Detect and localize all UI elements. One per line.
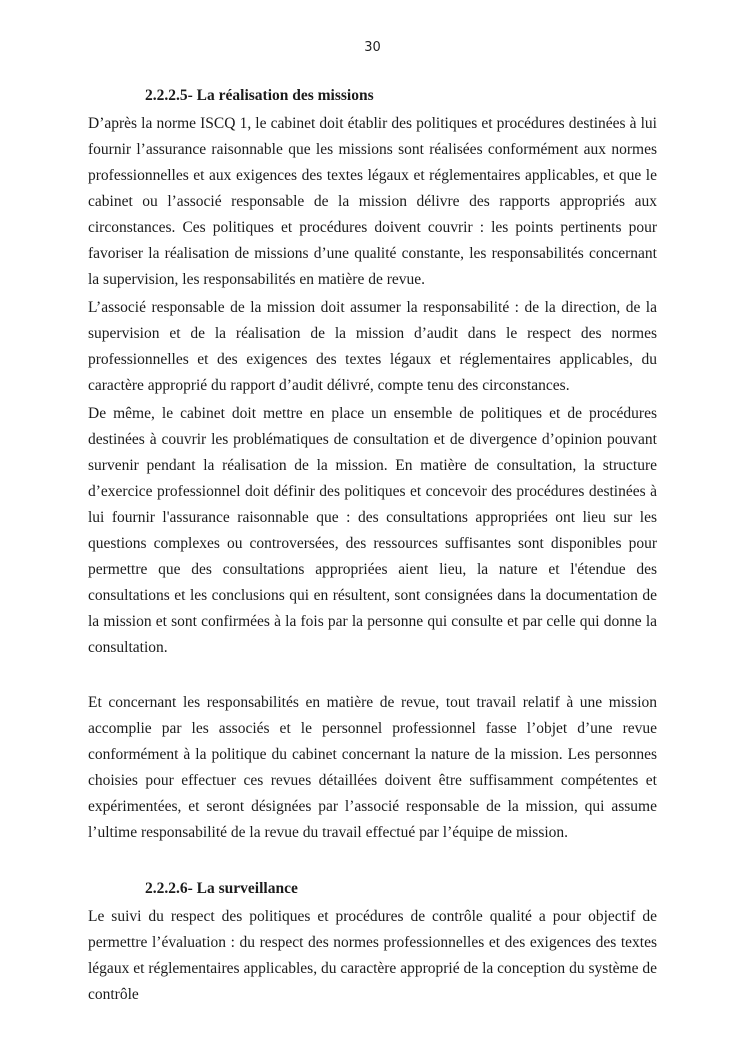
section-heading-realisation-des-missions: 2.2.2.5- La réalisation des missions [145, 87, 374, 104]
paragraph: Le suivi du respect des politiques et procédures de contrôle qualité a pour objectif de permettre l’évaluation : du respect des normes professionnelles et des exigences des textes légaux et réglementaires applicables, du caractère approprié de la conception du système de contrôle [88, 908, 657, 1003]
page-number: 30 [364, 40, 381, 55]
paragraph: Et concernant les responsabilités en matière de revue, tout travail relatif à une mission accomplie par les associés et le personnel professionnel fasse l’objet d’une revue conformément à la politique du cabinet concernant la nature de la mission. Les personnes choisies pour effectuer ces revues détaillées doivent être suffisamment compétentes et expérimentées, et seront désignées par l’associé responsable de la mission, qui assume l’ultime responsabilité de la revue du travail effectué par l’équipe de mission. [88, 694, 657, 841]
section-heading-la-surveillance: 2.2.2.6- La surveillance [145, 880, 298, 897]
paragraph: L’associé responsable de la mission doit assumer la responsabilité : de la direction, de la supervision et de la réalisation de la mission d’audit dans le respect des normes professionnelles et des exigences des textes légaux et réglementaires applicables, du caractère approprié du rapport d’audit délivré, compte tenu des circonstances. [88, 299, 657, 394]
document-body [88, 83, 657, 1008]
paragraph: De même, le cabinet doit mettre en place un ensemble de politiques et de procédures destinées à couvrir les problématiques de consultation et de divergence d’opinion pouvant survenir pendant la réalisation de la mission. En matière de consultation, la structure d’exercice professionnel doit définir des politiques et concevoir des procédures destinées à lui fournir l'assurance raisonnable que : des consultations appropriées ont lieu sur les questions complexes ou controversées, des ressources suffisantes sont disponibles pour permettre que des consultations appropriées aient lieu, la nature et l'étendue des consultations et les conclusions qui en résultent, sont consignées dans la documentation de la mission et sont confirmées à la fois par la personne qui consulte et par celle qui donne la consultation. [88, 405, 657, 656]
paragraph: D’après la norme ISCQ 1, le cabinet doit établir des politiques et procédures destinées à lui fournir l’assurance raisonnable que les missions sont réalisées conformément aux normes professionnelles et aux exigences des textes légaux et réglementaires applicables, et que le cabinet ou l’associé responsable de la mission délivre des rapports appropriés aux circonstances. Ces politiques et procédures doivent couvrir : les points pertinents pour favoriser la réalisation de missions d’une qualité constante, les responsabilités concernant la supervision, les responsabilités en matière de revue. [88, 115, 657, 288]
